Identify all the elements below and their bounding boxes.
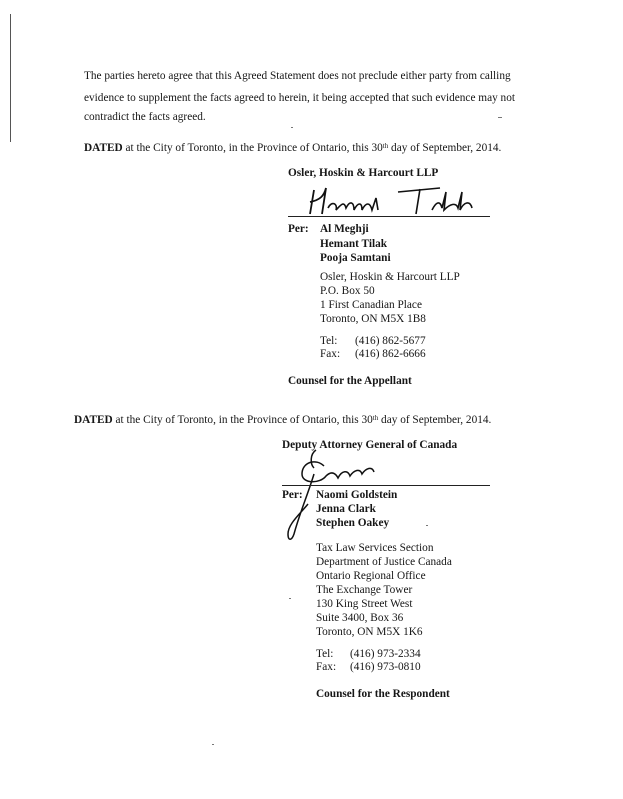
- scan-speck: [289, 598, 291, 599]
- signatory-name: Pooja Samtani: [320, 252, 391, 264]
- signatory-name: Naomi Goldstein: [316, 489, 398, 501]
- fax-label: Fax:: [320, 348, 341, 360]
- fax-number: (416) 862-6666: [355, 348, 426, 360]
- scan-speck: [498, 117, 502, 118]
- per-label: Per:: [288, 223, 309, 235]
- dated-text: at the City of Toronto, in the Province of Ontario, this 30: [115, 414, 373, 426]
- dated-line-appellant: [84, 143, 501, 154]
- signature-line: [282, 485, 490, 486]
- dated-line-respondent: [74, 415, 491, 426]
- fax-number: (416) 973-0810: [350, 661, 421, 673]
- address-line: Suite 3400, Box 36: [316, 612, 404, 624]
- signatory-name: Al Meghji: [320, 223, 369, 235]
- respondent-firm: Deputy Attorney General of Canada: [282, 439, 458, 451]
- intro-line-2: evidence to supplement the facts agreed to herein, it being accepted that such evidence may not: [84, 92, 515, 104]
- signatory-name: Hemant Tilak: [320, 238, 388, 250]
- address-line: The Exchange Tower: [316, 584, 413, 596]
- scan-margin-line: [10, 14, 11, 142]
- address-line: Osler, Hoskin & Harcourt LLP: [320, 271, 460, 283]
- counsel-role: Counsel for the Appellant: [288, 375, 412, 387]
- dated-suffix: th: [382, 142, 389, 150]
- address-line: Tax Law Services Section: [316, 542, 434, 554]
- dated-text-end: day of September, 2014.: [378, 414, 492, 426]
- scan-speck: [426, 525, 428, 526]
- appellant-firm: Osler, Hoskin & Harcourt LLP: [288, 167, 439, 179]
- signatory-name: Stephen Oakey: [316, 517, 390, 529]
- intro-line-1: The parties hereto agree that this Agreed Statement does not preclude either party from calling: [84, 70, 511, 82]
- dated-text-end: day of September, 2014.: [388, 142, 502, 154]
- tel-number: (416) 862-5677: [355, 335, 426, 347]
- address-line: 1 First Canadian Place: [320, 299, 422, 311]
- dated-text: at the City of Toronto, in the Province of Ontario, this 30: [125, 142, 383, 154]
- tel-number: (416) 973-2334: [350, 648, 421, 660]
- scan-speck: [212, 744, 214, 745]
- fax-label: Fax:: [316, 661, 337, 673]
- counsel-role: Counsel for the Respondent: [316, 688, 450, 700]
- address-line: 130 King Street West: [316, 598, 413, 610]
- dated-suffix: th: [372, 414, 379, 422]
- signature-line: [288, 216, 490, 217]
- address-line: Department of Justice Canada: [316, 556, 452, 568]
- tel-label: Tel:: [316, 648, 334, 660]
- per-label: Per:: [282, 489, 303, 501]
- dated-label: DATED: [74, 414, 113, 426]
- tel-label: Tel:: [320, 335, 338, 347]
- intro-line-3: contradict the facts agreed.: [84, 111, 206, 123]
- address-line: P.O. Box 50: [320, 285, 375, 297]
- address-line: Toronto, ON M5X 1K6: [316, 626, 423, 638]
- dated-label: DATED: [84, 142, 123, 154]
- signatory-name: Jenna Clark: [316, 503, 376, 515]
- address-line: Ontario Regional Office: [316, 570, 426, 582]
- scan-speck: [291, 127, 293, 128]
- address-line: Toronto, ON M5X 1B8: [320, 313, 426, 325]
